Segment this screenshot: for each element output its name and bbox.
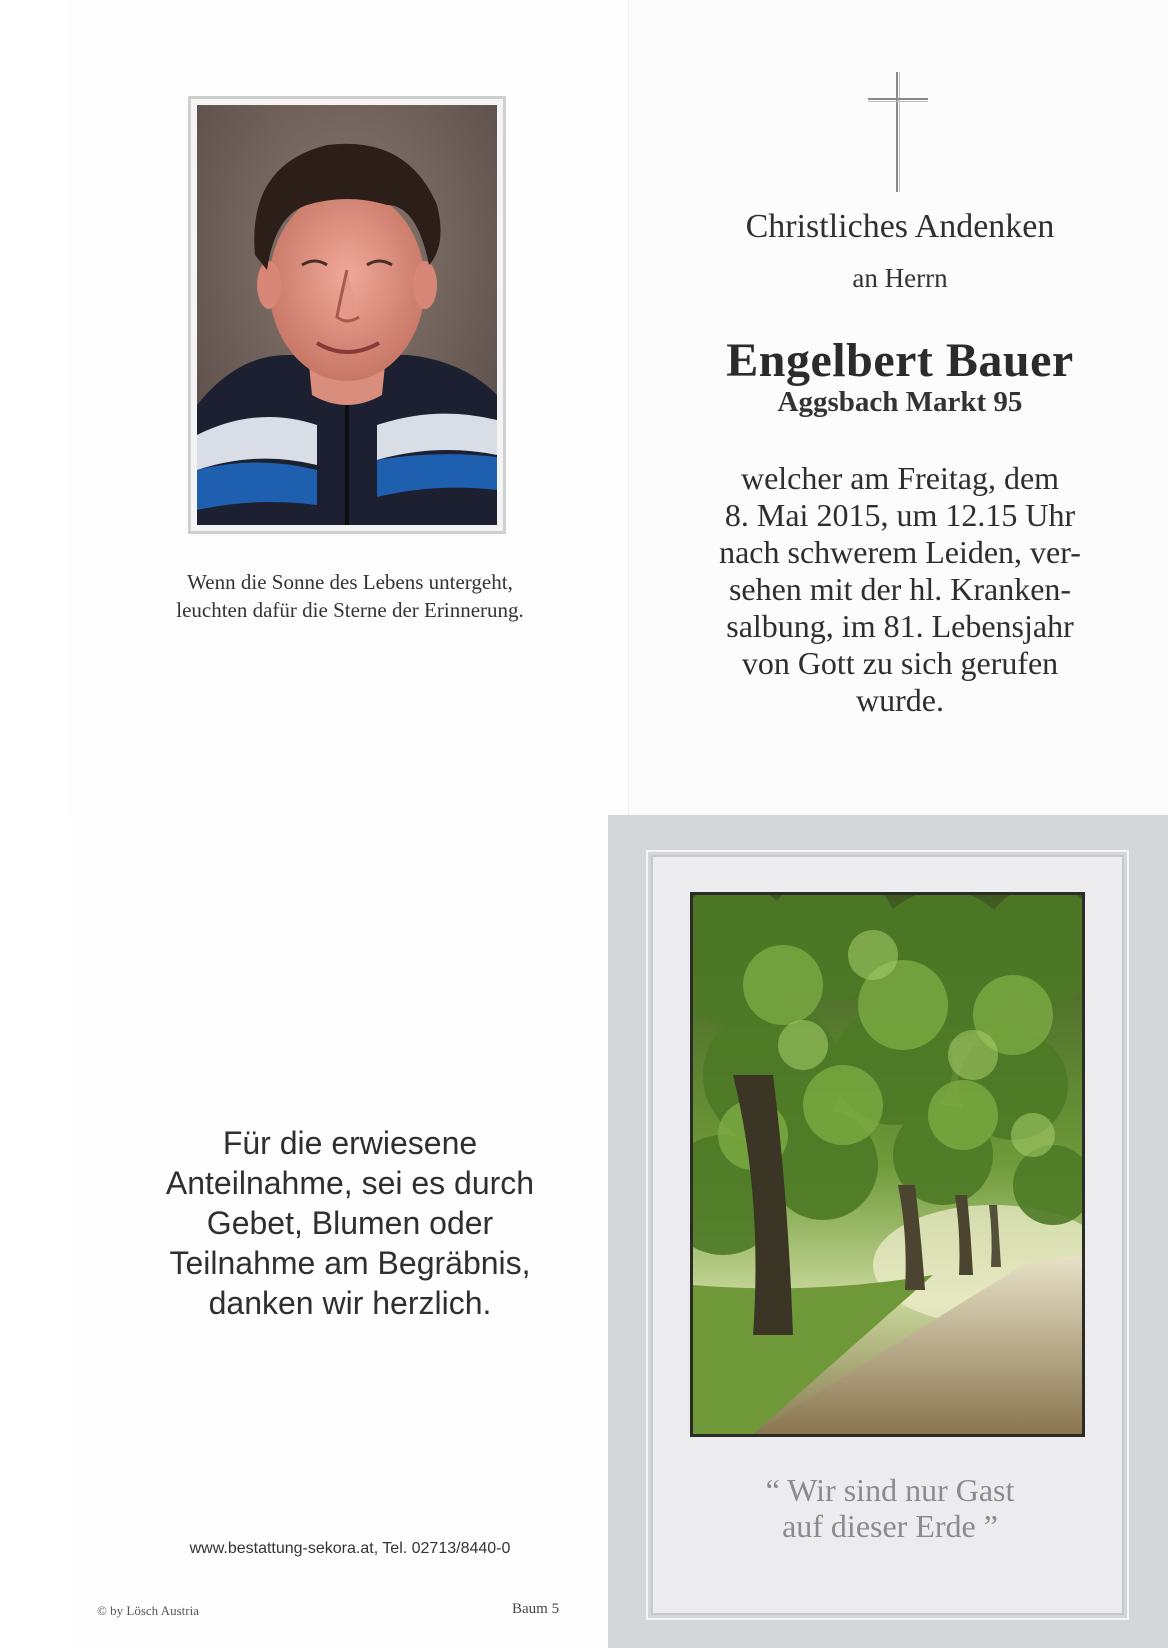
funeral-home-contact: www.bestattung-sekora.at, Tel. 02713/8440-0 [189,1540,511,1557]
death-notice-line: wurde. [856,682,944,718]
design-code: Baum 5 [512,1601,560,1617]
portrait-photo [188,96,506,534]
card-quote-line: “ Wir sind nur Gast [765,1472,1015,1508]
death-notice-line: salbung, im 81. Lebensjahr [726,608,1074,644]
death-notice-line: sehen mit der hl. Kranken- [728,571,1072,607]
death-notice [680,460,1120,719]
card-quote-line: auf dieser Erde ” [782,1508,998,1544]
thanks-message [130,1123,570,1323]
card-quote [690,1472,1090,1544]
deceased-address: Aggsbach Markt 95 [777,386,1023,418]
copyright: © by Lösch Austria [97,1603,199,1618]
death-notice-line: von Gott zu sich gerufen [741,645,1059,681]
thanks-line: Anteilnahme, sei es durch [165,1165,535,1201]
death-notice-line: welcher am Freitag, dem [740,460,1060,496]
subtitle: an Herrn [852,263,948,293]
thanks-line: Gebet, Blumen oder [206,1205,494,1241]
page-title: Christliches Andenken [745,208,1055,245]
death-notice-line: nach schwerem Leiden, ver- [719,534,1081,570]
portrait-illustration [197,105,497,525]
deceased-name: Engelbert Bauer [726,334,1074,387]
thanks-line: danken wir herzlich. [208,1285,492,1321]
memorial-quote [120,568,580,624]
tree-alley-image [690,892,1085,1437]
tree-alley-illustration [693,895,1082,1434]
memorial-quote-line: leuchten dafür die Sterne der Erinnerung. [176,598,524,622]
cross-icon [868,72,928,192]
thanks-line: Teilnahme am Begräbnis, [169,1245,531,1281]
memorial-quote-line: Wenn die Sonne des Lebens untergeht, [187,570,513,594]
thanks-line: Für die erwiesene [222,1125,478,1161]
death-notice-line: 8. Mai 2015, um 12.15 Uhr [724,497,1076,533]
